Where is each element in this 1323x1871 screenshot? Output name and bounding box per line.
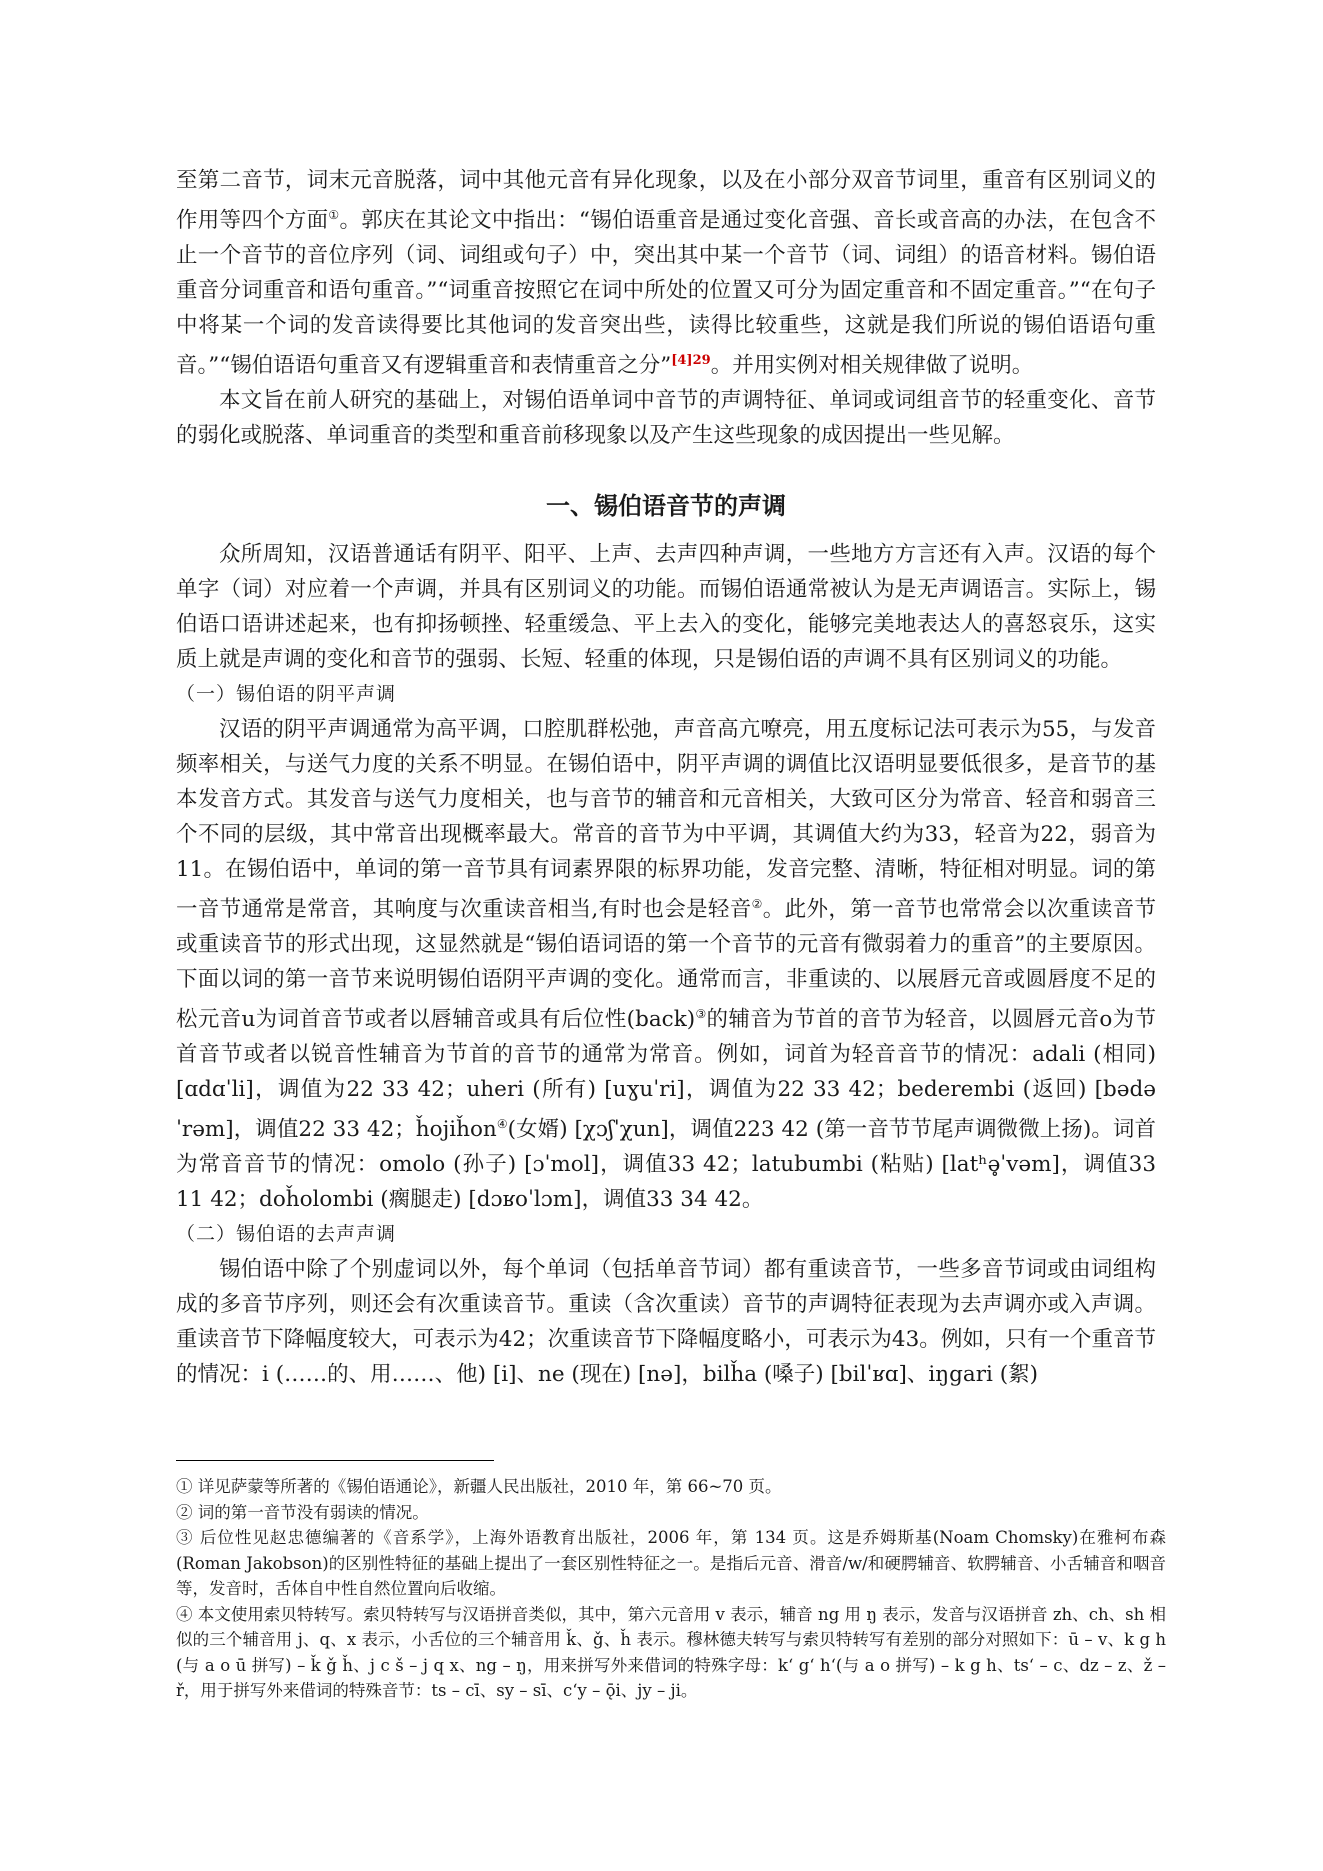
paragraph-qusheng: 锡伯语中除了个别虚词以外，每个单词（包括单音节词）都有重读音节，一些多音节词或由词组构成的多音节序列，则还会有次重读音节。重读（含次重读）音节的声调特征表现为去声调亦或入声调。重读音节下降幅度较大，可表示为42；次重读音节下降幅度略小，可表示为43。例如，只有一个重音节的情况：i (……的、用……、他) [i]、ne (现在) [nə]，bilȟa (嗓子) [bilˈʁɑ]、iŋgari (絮) bbox=[176, 1257, 1156, 1388]
paragraph-tone-intro: 众所周知，汉语普通话有阴平、阳平、上声、去声四种声调，一些地方方言还有入声。汉语的每个单字（词）对应着一个声调，并具有区别词义的功能。而锡伯语通常被认为是无声调语言。实际上，锡伯语口语讲述起来，也有抑扬顿挫、轻重缓急、平上去入的变化，能够完美地表达人的喜怒哀乐，这实质上就是声调的变化和音节的强弱、长短、轻重的体现，只是锡伯语的声调不具有区别词义的功能。 bbox=[176, 542, 1156, 672]
paragraph-text: 。郭庆在其论文中指出：“锡伯语重音是通过变化音强、音长或音高的办法，在包含不止一个音节的音位序列（词、词组或句子）中，突出其中某一个音节（词、词组）的语音材料。锡伯语重音分词重音和语句重音。”“词重音按照它在词中所处的位置又可分为固定重音和不固定重音。”“在句子中将某一个词的发音读得要比其他词的发音突出些，读得比较重些，这就是我们所说的锡伯语语句重音。”“锡伯语语句重音又有逻辑重音和表情重音之分” bbox=[176, 208, 1156, 379]
paragraph-text: 至第二音节，词末元音脱落，词中其他元音有异化现象，以及在小部分双音节词里，重音有区别词义的作用等四个方面 bbox=[176, 168, 1156, 234]
footnote-3: ③ 后位性见赵忠德编著的《音系学》，上海外语教育出版社，2006 年，第 134 页。这是乔姆斯基(Noam Chomsky)在雅柯布森(Roman Jakobson)的区别性特征的基础上提出了一套区别性特征之一。是指后元音、滑音/w/和硬腭辅音、软腭辅音、小舌辅音和咽音等，发音时，舌体自中性自然位置向后收缩。 bbox=[176, 1528, 1166, 1598]
citation-ref[interactable]: [4]29 bbox=[671, 353, 711, 369]
paragraph-yinping bbox=[176, 712, 1156, 1217]
footnote-2: ② 词的第一音节没有弱读的情况。 bbox=[176, 1502, 429, 1522]
paragraph-text: 汉语的阴平声调通常为高平调，口腔肌群松弛，声音高亢嘹亮，用五度标记法可表示为55，与发音频率相关，与送气力度的关系不明显。在锡伯语中，阴平声调的调值比汉语明显要低很多，是音节的基本发音方式。其发音与送气力度相关，也与音节的辅音和元音相关，大致可区分为常音、轻音和弱音三个不同的层级，其中常音出现概率最大。常音的音节为中平调，其调值大约为33，轻音为22，弱音为11。在锡伯语中，单词的第一音节具有词素界限的标界功能，发音完整、清晰，特征相对明显。词的第一音节通常是常音，其响度与次重读音相当,有时也会是轻音 bbox=[176, 717, 1156, 923]
section-title: 一、锡伯语音节的声调 bbox=[546, 492, 786, 520]
paragraph-text: 。并用实例对相关规律做了说明。 bbox=[710, 353, 1034, 379]
footnote-ref-2[interactable]: ② bbox=[751, 897, 763, 911]
footnote-1: ① 详见萨蒙等所著的《锡伯语通论》，新疆人民出版社，2010 年，第 66~70 页。 bbox=[176, 1477, 782, 1496]
paragraph-text: (女婿) [χɔʃˈχun]，调值223 42 (第一音节节尾声调微微上扬)。词首为常音音节的情况：omolo (孙子) [ɔˈmol]，调值33 42；latubumbi (粘贴) [latʰə̥ˈvəm]，调值33 11 42；doȟolombi (瘸腿走) [dɔʁoˈlɔm]，调值33 34 42。 bbox=[176, 1117, 1156, 1213]
footnote-4: ④ 本文使用索贝特转写。索贝特转写与汉语拼音类似，其中，第六元音用 v 表示，辅音 ng 用 ŋ 表示，发音与汉语拼音 zh、ch、sh 相似的三个辅音用 j、q、x 表示，小舌位的三个辅音用 ǩ、ǧ、ȟ 表示。穆林德夫转写与索贝特转写有差别的部分对照如下：ū – v、k g h (与 a o ū 拼写) – ǩ ǧ ȟ、j c š – j q x、ng – ŋ，用来拼写外来借词的特殊字母：k‘ g‘ h‘(与 a o 拼写) – k g h、ts‘ – c、dz – z、ž – ř，用于拼写外来借词的特殊音节：ts – cī、sy – sī、c‘y – ǭi、jy – ji。 bbox=[176, 1604, 1166, 1700]
paragraph-text: 。此外，第一音节也常常会以次重读音节或重读音节的形式出现，这显然就是“锡伯语词语的第一个音节的元音有微弱着力的重音”的主要原因。下面以词的第一音节来说明锡伯语阴平声调的变化。通常而言，非重读的、以展唇元音或圆唇度不足的松元音u为词首音节或者以唇辅音或具有后位性(back) bbox=[176, 897, 1156, 1033]
subsection-title-1: （一）锡伯语的阴平声调 bbox=[176, 683, 397, 705]
paragraph-intro-continued bbox=[176, 163, 1156, 383]
footnote-divider bbox=[176, 1460, 494, 1461]
footnote-ref-3[interactable]: ③ bbox=[695, 1007, 707, 1022]
paragraph-text: 的辅音为节首的音节为轻音，以圆唇元音o为节首音节或者以锐音性辅音为节首的音节的通常为常音。例如，词首为轻音音节的情况：adali (相同) [ɑdɑˈli]，调值为22 33 42；uheri (所有) [uɣuˈri]，调值为22 33 42；bederembi (返回) [bədəˈrəm]，调值22 33 42；ȟojiȟon bbox=[176, 1007, 1157, 1143]
footnote-ref-4[interactable]: ④ bbox=[496, 1117, 508, 1132]
body-text-lower bbox=[176, 537, 1156, 1392]
footnotes bbox=[176, 1474, 1166, 1704]
paragraph-aim: 本文旨在前人研究的基础上，对锡伯语单词中音节的声调特征、单词或词组音节的轻重变化、音节的弱化或脱落、单词重音的类型和重音前移现象以及产生这些现象的成因提出一些见解。 bbox=[176, 388, 1156, 449]
subsection-title-2: （二）锡伯语的去声声调 bbox=[176, 1223, 397, 1246]
body-text-upper bbox=[176, 163, 1156, 453]
footnote-ref-1[interactable]: ① bbox=[328, 208, 340, 222]
